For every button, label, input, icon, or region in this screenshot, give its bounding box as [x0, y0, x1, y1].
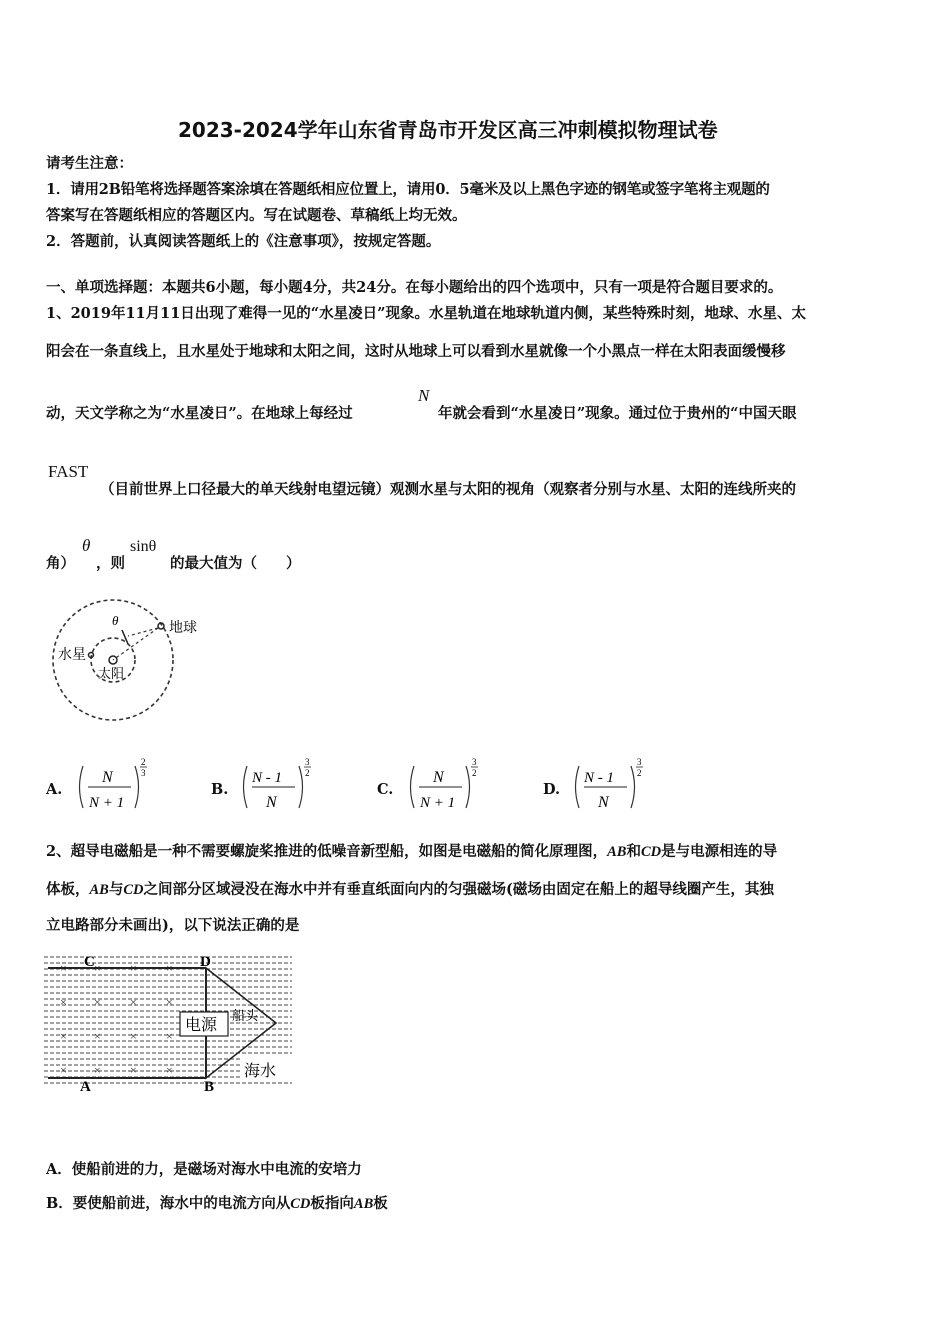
q2-cd-2: CD: [123, 882, 144, 898]
notice-line-1: 1．请用2B铅笔将选择题答案涂填在答题纸相应位置上，请用0．5毫米及以上黑色字迹的钢笔或签字笔将主观题的: [46, 181, 770, 198]
option-a-formula[interactable]: [74, 756, 154, 818]
option-c-exp-num: 3: [472, 757, 477, 767]
q2-option-b-cd: CD: [290, 1196, 311, 1212]
q2-line-3: 立电路部分未画出)，以下说法正确的是: [46, 917, 300, 934]
q2-line-1: [46, 840, 777, 861]
fig2-power-label: 电源: [185, 1017, 218, 1034]
fig2-label-a: A: [80, 1079, 91, 1095]
q1-line-2: 阳会在一条直线上，且水星处于地球和太阳之间，这时从地球上可以看到水星就像一个小黑点一样在太阳表面缓慢移: [46, 343, 786, 360]
option-a-exp-den: 3: [141, 768, 146, 778]
section-heading: 一、单项选择题：本题共6小题，每小题4分，共24分。在每小题给出的四个选项中，只有一项是符合题目要求的。: [46, 279, 783, 296]
q2-line-2c: 之间部分区域浸没在海水中并有垂直纸面向内的匀强磁场(磁场由固定在船上的超导线圈产生，其独: [143, 881, 774, 898]
q2-option-a[interactable]: A．使船前进的力，是磁场对海水中电流的安培力: [46, 1161, 362, 1178]
fig1-mercury-label: 水星: [58, 648, 86, 663]
symbol-n: N: [418, 386, 430, 405]
svg-text:×: ×: [94, 1063, 101, 1077]
fast-label: FAST: [48, 462, 89, 481]
svg-text:×: ×: [60, 1063, 67, 1077]
q2-option-b[interactable]: [46, 1192, 388, 1213]
fig1-theta: θ: [112, 613, 119, 628]
q2-line-1a: 2、超导电磁船是一种不需要螺旋桨推进的低噪音新型船，如图是电磁船的简化原理图，: [46, 843, 608, 860]
option-b-formula[interactable]: [238, 756, 318, 818]
fig2-sea-label: 海水: [244, 1063, 277, 1080]
option-d-exp-den: 2: [637, 768, 642, 778]
option-c-num: N: [433, 769, 444, 786]
option-b-num: N - 1: [252, 770, 282, 786]
option-d-num: N - 1: [584, 770, 614, 786]
q1-line-5b: ，则: [96, 555, 125, 572]
q1-line-3b: 年就会看到“水星凌日”现象。通过位于贵州的“中国天眼: [438, 405, 797, 422]
option-a-num: N: [102, 769, 113, 786]
fig1-sun-label: 太阳: [98, 666, 125, 681]
svg-text:×: ×: [94, 961, 101, 975]
svg-text:×: ×: [60, 1029, 67, 1043]
fig2-label-c: C: [84, 954, 95, 970]
q2-line-2: [46, 878, 774, 899]
q2-line-2b: 与: [108, 881, 124, 898]
svg-text:×: ×: [166, 961, 173, 975]
svg-text:×: ×: [166, 995, 173, 1009]
orbit-diagram: [44, 592, 224, 728]
option-b-den: N: [266, 794, 277, 811]
option-a-den: N + 1: [89, 795, 125, 811]
q2-cd: CD: [640, 844, 662, 860]
q1-line-5c: 的最大值为（ ）: [170, 555, 301, 572]
q1-line-5a: 角）: [46, 555, 75, 572]
svg-text:×: ×: [94, 1029, 101, 1043]
option-d-label[interactable]: D.: [543, 781, 561, 798]
notice-line-3: 2．答题前，认真阅读答题纸上的《注意事项》，按规定答题。: [46, 233, 441, 250]
q2-ab-2: AB: [89, 882, 109, 898]
q1-line-3a: 动，天文学称之为“水星凌日”。在地球上每经过: [46, 405, 353, 422]
q2-option-b-b: 板指向: [310, 1195, 354, 1212]
symbol-theta: θ: [82, 536, 91, 555]
q2-line-2a: 体板，: [46, 881, 90, 898]
q2-and: 和: [626, 843, 641, 860]
svg-text:×: ×: [60, 961, 67, 975]
fig2-label-b: B: [204, 1079, 215, 1095]
page-title: 2023-2024学年山东省青岛市开发区高三冲刺模拟物理试卷: [178, 118, 718, 142]
q2-line-1b: 是与电源相连的导: [661, 843, 778, 860]
svg-text:×: ×: [130, 1029, 137, 1043]
svg-text:×: ×: [130, 961, 137, 975]
q2-ab: AB: [607, 844, 627, 860]
svg-text:×: ×: [94, 995, 101, 1009]
option-b-exp-num: 3: [305, 757, 310, 767]
q2-option-b-c: 板: [373, 1195, 388, 1212]
svg-text:×: ×: [166, 1029, 173, 1043]
option-d-den: N: [598, 794, 609, 811]
option-c-formula[interactable]: [405, 756, 485, 818]
q1-line-4: （目前世界上口径最大的单天线射电望远镜）观测水星与太阳的视角（观察者分别与水星、太阳的连线所夹的: [100, 481, 796, 498]
svg-text:×: ×: [166, 1063, 173, 1077]
option-d-exp-num: 3: [637, 757, 642, 767]
option-a-label[interactable]: A.: [46, 781, 63, 798]
option-d-formula[interactable]: [570, 756, 650, 818]
earth-sight-line: [128, 628, 158, 636]
fig2-label-d: D: [200, 954, 211, 970]
fig2-bow-label: 船头: [232, 1008, 259, 1023]
q1-line-1: 1、2019年11月11日出现了难得一见的“水星凌日”现象。水星轨道在地球轨道内侧，某些特殊时刻，地球、水星、太: [46, 305, 806, 322]
svg-text:×: ×: [60, 995, 67, 1009]
option-b-exp-den: 2: [305, 768, 310, 778]
notice-line-2: 答案写在答题纸相应的答题区内。写在试题卷、草稿纸上均无效。: [46, 207, 467, 224]
fig1-earth-label: 地球: [169, 621, 197, 636]
ship-diagram: [44, 948, 296, 1096]
svg-text:×: ×: [130, 1063, 137, 1077]
symbol-sin-theta: sinθ: [130, 538, 157, 555]
option-b-label[interactable]: B.: [211, 781, 229, 798]
option-a-exp-num: 2: [141, 757, 146, 767]
option-c-label[interactable]: C.: [377, 781, 394, 798]
notice-heading: 请考生注意：: [46, 155, 133, 172]
q2-option-b-a: B．要使船前进，海水中的电流方向从: [46, 1195, 291, 1212]
svg-text:×: ×: [130, 995, 137, 1009]
earth-sun-line: [113, 628, 158, 660]
option-c-exp-den: 2: [472, 768, 477, 778]
q2-option-b-ab: AB: [353, 1196, 374, 1212]
option-c-den: N + 1: [420, 795, 456, 811]
